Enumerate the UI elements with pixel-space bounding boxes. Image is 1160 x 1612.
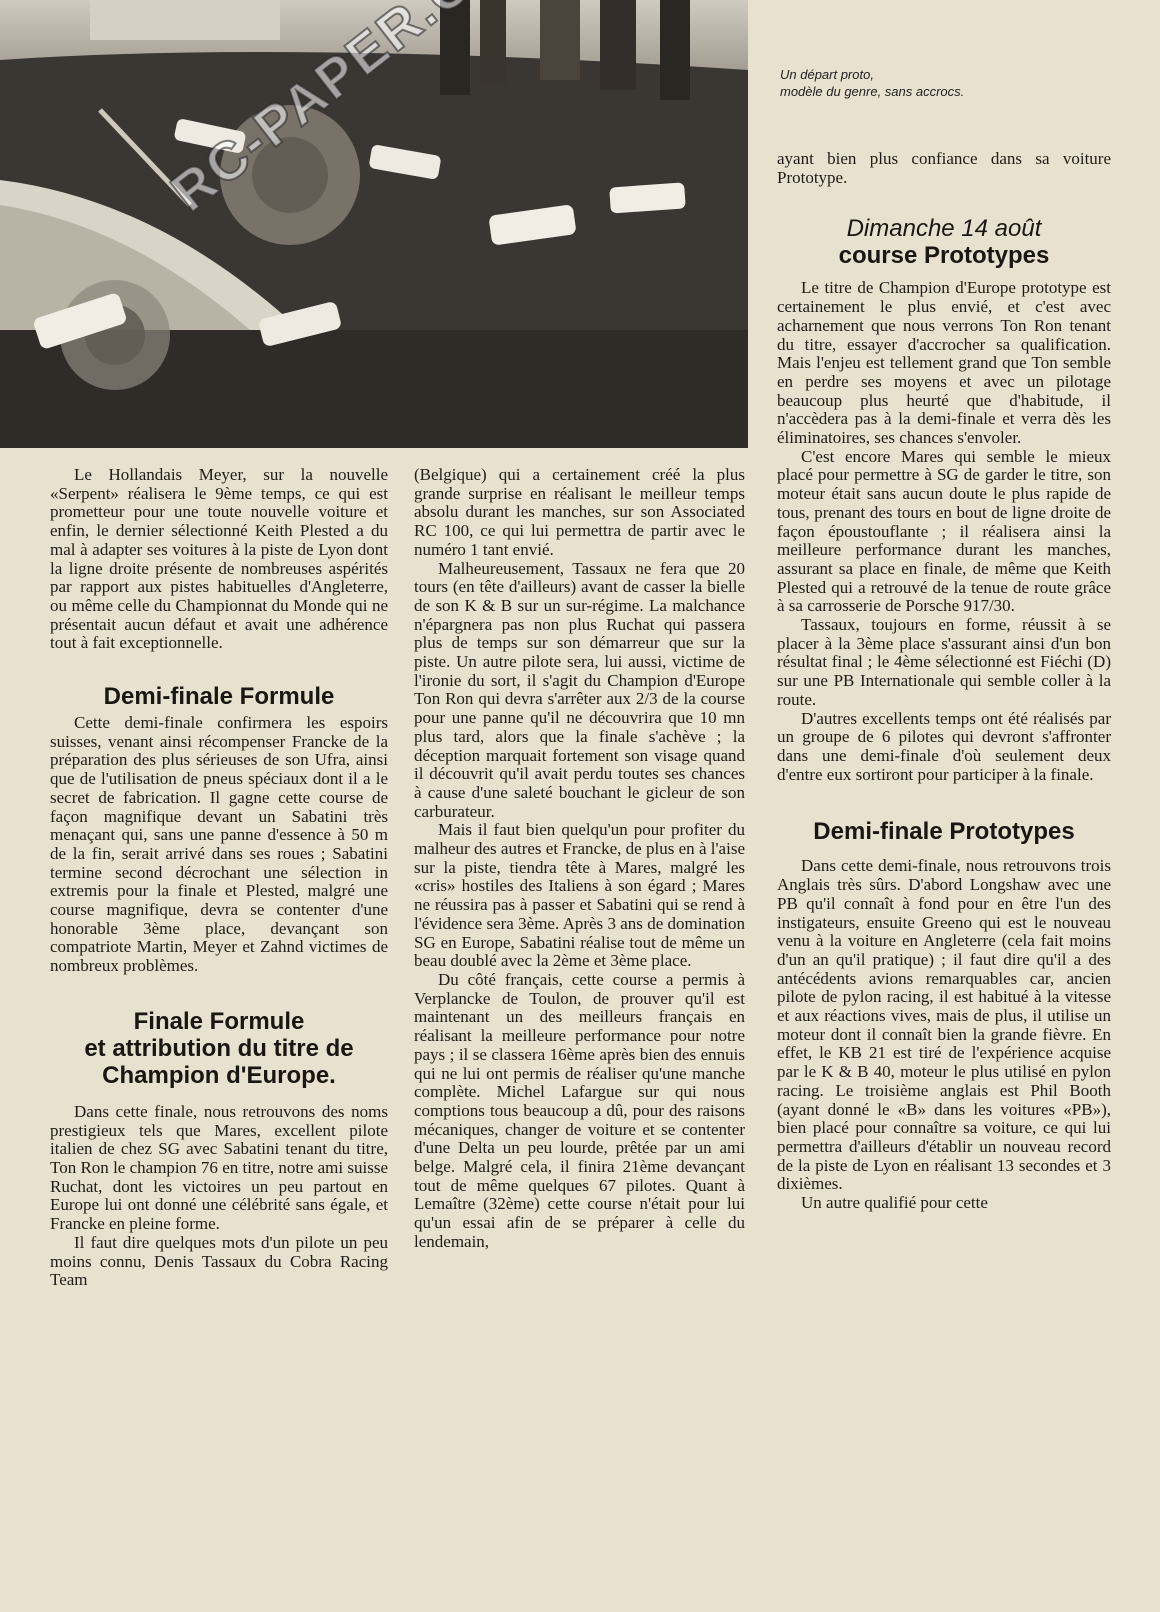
- paragraph: C'est encore Mares qui semble le mieux placé pour permettre à SG de garder le titre, son moteur était sans aucun doute le plus rapide de tous, prenant des tours en bout de ligne droite de façon époustouflante ; il réalisera ainsi la meilleure performance durant les manches, assurant sa place en finale, de même que Keith Plested qui a retrouvé de la tenue de route grâce à sa carrosserie de Porsche 917/30.: [777, 446, 1111, 616]
- paragraph: Dans cette finale, nous retrouvons des noms prestigieux tels que Mares, excellent pilote italien de chez SG avec Sabatini tenant du titre, Ton Ron le champion 76 en titre, notre ami suisse Ruchat, dont les victoires un peu partout en Europe lui ont donné une célébrité sans égale, et Francke en pleine forme.: [50, 1101, 388, 1234]
- paragraph: Cette demi-finale confirmera les espoirs suisses, venant ainsi récompenser Francke de la préparation des plus sérieuses de son Ufra, ainsi que de l'utilisation de pneus spéciaux dont il a le secret de fabrication. Il gagne cette course de façon magnifique devant un Sabatini très menaçant qui, sans une panne d'essence à 50 m de la fin, serait arrivé dans ses roues ; Sabatini termine second décrochant une sélection in extremis pour la finale et Plested, malgré une course magnifique, devra se contenter d'une honorable 3ème place, devançant son compatriote Martin, Meyer et Zahnd victimes de nombreux problèmes.: [50, 713, 388, 976]
- heading-finale-formule: [50, 1008, 388, 1089]
- paragraph: Un autre qualifié pour cette: [801, 1193, 988, 1213]
- caption-line-2: modèle du genre, sans accrocs.: [780, 84, 965, 99]
- heading-demi-finale-formule: Demi-finale Formule: [103, 683, 335, 711]
- paragraph: Malheureusement, Tassaux ne fera que 20 tours (en tête d'ailleurs) avant de casser la bielle de son K & B sur un sur-régime. La malchance n'épargnera pas non plus Ruchat qui passera plus de temps sur son démarreur que sur la piste. Un autre pilote sera, lui aussi, victime de l'ironie du sort, il s'agit du Champion d'Europe Ton Ron qui devra s'arrêter aux 2/3 de la course pour une panne qu'il ne découvrira que 10 mn plus tard, alors que la finale s'achève ; la déception marquait fortement son visage quand il découvrit qu'il avait perdu toutes ses chances à cause d'une saleté bouchant le gicleur de son carburateur.: [414, 558, 745, 821]
- heading-line: Finale Formule: [133, 1007, 305, 1035]
- paragraph: Le titre de Champion d'Europe prototype est certainement le plus envié, et c'est avec acharnement que nous verrons Ton Ron tenant du titre, essayer d'accrocher sa qualification. Mais l'enjeu est tellement grand que Ton semble en perdre ses moyens et avec un pilotage beaucoup plus heurté que d'habitude, il n'accèdera pas à la demi-finale et verra dès les éliminatoires, ses chances s'envoler.: [777, 278, 1111, 448]
- heading-line: Champion d'Europe.: [102, 1061, 336, 1089]
- column-1: [50, 466, 388, 1290]
- paragraph: Dans cette demi-finale, nous retrouvons trois Anglais très sûrs. D'abord Longshaw avec une PB qu'il connaît à fond pour en être l'un des instigateurs, ensuite Greeno qui est le nouveau venu à la voiture en Angleterre (cela fait moins d'un an qu'il pratique) ; il faut dire qu'il a des antécédents avions remarquables car, ancien pilote de pylon racing, il est habitué à la vitesse et aux réactions vives, mais de plus, il utilise un moteur dont il connaît bien la grande fièvre. En effet, le KB 21 est tiré de l'expérience acquise par le K & B 40, moteur le plus utilisé en pylon racing. Le troisième anglais est Phil Booth (ayant donné le «B» dans les voitures «PB»), bien placé pour connaître sa voiture, ce qui lui permettra d'ailleurs d'établir un nouveau record de la piste de Lyon en réalisant 13 secondes et 3 dixièmes.: [777, 856, 1111, 1194]
- column-2: [414, 466, 745, 1252]
- paragraph: Le Hollandais Meyer, sur la nouvelle «Serpent» réalisera le 9ème temps, ce qui est prometteur pour une toute nouvelle voiture et enfin, le dernier sélectionné Keith Plested a du mal à adapter ses voitures à la piste de Lyon dont la ligne droite présente de nombreuses aspérités par rapport aux pistes habituelles d'Angleterre, ou même celle du Championnat du Monde qui ne présentait aucun défaut et avait une adhérence tout à fait exceptionnelle.: [50, 465, 388, 653]
- heading-line: et attribution du titre de: [84, 1034, 354, 1062]
- paragraph: Mais il faut bien quelqu'un pour profiter du malheur des autres et Francke, de plus en à l'aise sur la piste, tiendra tête à Mares, malgré les «cris» hostiles des Italiens à son égard ; Mares ne réussira pas à passer et Sabatini qui se rend à l'évidence sera 3ème. Après 3 ans de domination SG en Europe, Sabatini réalise tout de même un beau doublé avec la 2ème et 3ème place.: [414, 820, 745, 971]
- heading-dimanche-course-prototypes: [777, 215, 1111, 269]
- paragraph: D'autres excellents temps ont été réalisés par un groupe de 6 pilotes qui devront s'affronter dans une demi-finale d'où seulement deux d'entre eux sortiront pour participer à la finale.: [777, 708, 1111, 784]
- race-photo: [0, 0, 748, 448]
- heading-line: Dimanche 14 août: [846, 215, 1042, 243]
- paragraph: Du côté français, cette course a permis à Verplancke de Toulon, de prouver qu'il est maintenant un des meilleurs français en réalisant la meilleure performance pour notre pays ; il se classera 16ème après bien des ennuis qui ne lui ont permis de réaliser qu'une manche complète. Michel Lafargue sur qui nous comptions tous beaucoup a dû, pour des raisons mécaniques, changer de voiture et se contenter d'une Delta un peu lourde, prêtée par un ami belge. Malgré cela, il finira 21ème devançant tout de même quelques 67 pilotes. Quant à Lemaître (32ème) cette course n'était pour lui qu'un essai afin de se préparer à celle du lendemain,: [414, 969, 745, 1251]
- paragraph: ayant bien plus confiance dans sa voiture Prototype.: [777, 149, 1111, 187]
- caption-line-1: Un départ proto,: [780, 67, 874, 82]
- heading-demi-finale-prototypes: Demi-finale Prototypes: [813, 818, 1075, 846]
- paragraph: Il faut dire quelques mots d'un pilote un peu moins connu, Denis Tassaux du Cobra Racing Team: [50, 1232, 388, 1290]
- column-3: [777, 150, 1111, 1213]
- heading-line: course Prototypes: [838, 242, 1050, 270]
- paragraph: (Belgique) qui a certainement créé la plus grande surprise en réalisant le meilleur temps absolu durant les manches, sur son Associated RC 100, ce qui lui permettra de partir avec le numéro 1 tant envié.: [414, 465, 745, 559]
- photo-caption: [780, 66, 1020, 100]
- paragraph: Tassaux, toujours en forme, réussit à se placer à la 3ème place s'assurant ainsi d'un bon résultat final ; le 4ème sélectionné est Fiéchi (D) sur une PB Internationale qui semble coller à la route.: [777, 615, 1111, 709]
